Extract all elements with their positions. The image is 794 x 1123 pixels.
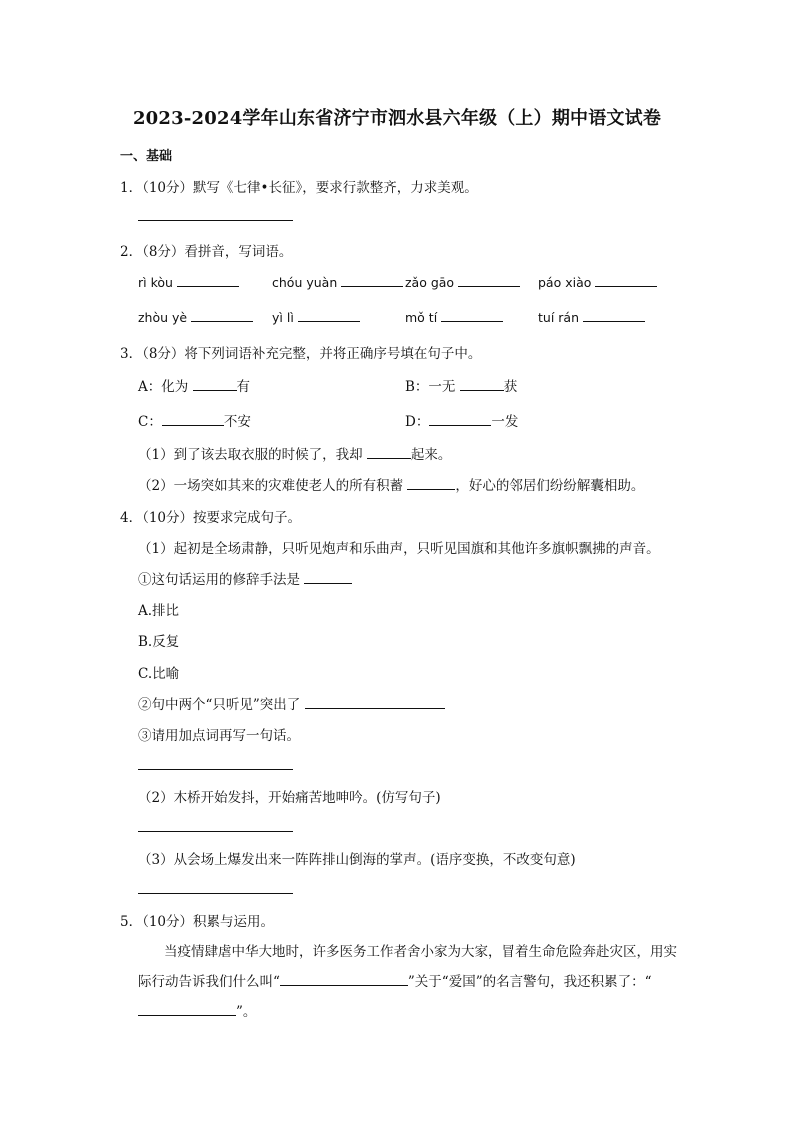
answer-line[interactable] — [177, 274, 239, 287]
answer-line[interactable] — [429, 413, 491, 426]
answer-line[interactable] — [138, 757, 293, 770]
question-2-label: 2．（8分）看拼音，写词语。 — [120, 244, 293, 260]
sentence-3: （3）从会场上爆发出来一阵阵排山倒海的掌声。(语序变换，不改变句意) — [138, 852, 576, 868]
pinyin-item: tuí rán — [538, 309, 645, 325]
idiom-a: A：化为 有 — [138, 379, 251, 395]
idiom-b: B：一无 获 — [405, 379, 518, 395]
sub-question-1: ①这句话运用的修辞手法是 — [138, 568, 352, 588]
answer-line[interactable] — [138, 208, 293, 221]
sentence-2: （2）木桥开始发抖，开始痛苦地呻吟。(仿写句子) — [138, 790, 441, 806]
answer-line[interactable] — [162, 413, 224, 426]
answer-line[interactable] — [191, 309, 253, 322]
sub-question-2: ②句中两个“只听见”突出了 — [138, 693, 445, 713]
answer-line[interactable] — [193, 378, 237, 391]
pinyin-item: zǎo gāo — [405, 274, 520, 290]
pinyin-item: zhòu yè — [138, 309, 253, 325]
answer-line[interactable] — [460, 378, 504, 391]
page-title: 2023-2024学年山东省济宁市泗水县六年级（上）期中语文试卷 — [132, 108, 662, 129]
idiom-c: C： 不安 — [138, 414, 251, 430]
section-heading: 一、基础 — [120, 149, 173, 164]
pinyin-item: yì lì — [272, 309, 360, 325]
answer-line[interactable] — [341, 274, 403, 287]
idiom-d: D： 一发 — [405, 414, 519, 430]
answer-line[interactable] — [595, 274, 657, 287]
answer-line[interactable] — [298, 309, 360, 322]
sentence-1: （1）到了该去取衣服的时候了，我却 起来。 — [138, 447, 452, 463]
pinyin-item: chóu yuàn — [272, 274, 403, 290]
answer-line[interactable] — [441, 309, 503, 322]
answer-line[interactable] — [138, 1003, 236, 1016]
question-1-label: 1．（10分）默写《七律•长征》，要求行款整齐，力求美观。 — [120, 180, 478, 196]
option-c[interactable]: C.比喻 — [138, 666, 180, 682]
pinyin-item: páo xiào — [538, 274, 657, 290]
pinyin-item: rì kòu — [138, 274, 239, 290]
sentence-1: （1）起初是全场肃静，只听见炮声和乐曲声，只听见国旗和其他许多旗帜飘拂的声音。 — [138, 541, 660, 557]
option-a[interactable]: A.排比 — [138, 603, 180, 619]
pinyin-item: mǒ tí — [405, 309, 503, 325]
sub-question-3: ③请用加点词再写一句话。 — [138, 728, 300, 744]
answer-line[interactable] — [367, 446, 411, 459]
answer-line[interactable] — [305, 696, 445, 709]
answer-line[interactable] — [304, 571, 352, 584]
sentence-2: （2）一场突如其来的灾难使老人的所有积蓄 ，好心的邻居们纷纷解囊相助。 — [138, 478, 645, 494]
question-5-label: 5．（10分）积累与运用。 — [120, 914, 275, 930]
answer-line[interactable] — [407, 477, 455, 490]
answer-line[interactable] — [458, 274, 520, 287]
option-b[interactable]: B.反复 — [138, 634, 180, 650]
answer-line[interactable] — [138, 819, 293, 832]
question-3-label: 3．（8分）将下列词语补充完整，并将正确序号填在句子中。 — [120, 346, 482, 362]
answer-line[interactable] — [138, 881, 293, 894]
paragraph: 当疫情肆虐中华大地时，许多医务工作者舍小家为大家，冒着生命危险奔赴灾区，用实际行动告诉我们什么叫“ ”关于“爱国”的名言警句，我还积累了：“”。 — [138, 944, 677, 1020]
answer-line[interactable] — [583, 309, 645, 322]
question-4-label: 4．（10分）按要求完成句子。 — [120, 510, 302, 526]
answer-line[interactable] — [280, 973, 408, 986]
